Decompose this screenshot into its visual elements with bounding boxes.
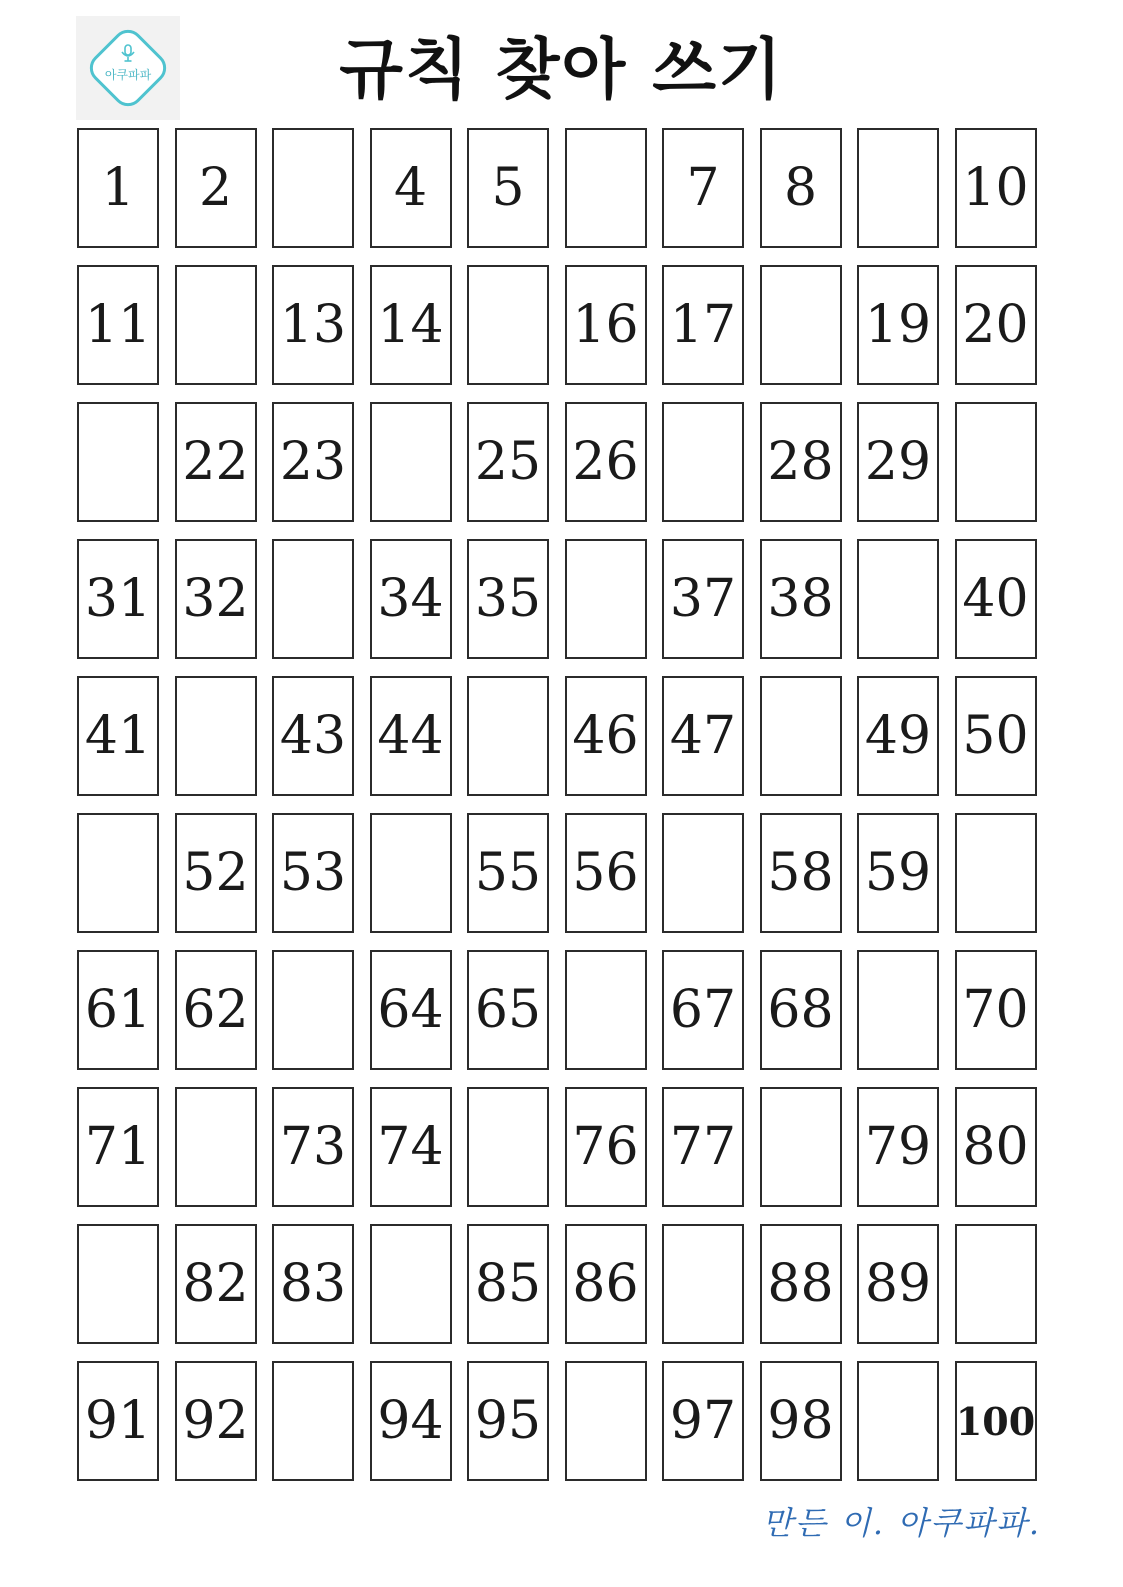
- number-cell: 4: [370, 128, 452, 248]
- blank-answer-cell[interactable]: [857, 1361, 939, 1481]
- number-cell: 40: [955, 539, 1037, 659]
- number-cell: 47: [662, 676, 744, 796]
- blank-answer-cell[interactable]: [955, 402, 1037, 522]
- number-cell: 32: [175, 539, 257, 659]
- number-cell: 62: [175, 950, 257, 1070]
- blank-answer-cell[interactable]: [760, 265, 842, 385]
- blank-answer-cell[interactable]: [370, 402, 452, 522]
- number-cell: 76: [565, 1087, 647, 1207]
- number-cell: 98: [760, 1361, 842, 1481]
- number-cell: 53: [272, 813, 354, 933]
- number-cell: 2: [175, 128, 257, 248]
- number-cell: 59: [857, 813, 939, 933]
- number-cell: 97: [662, 1361, 744, 1481]
- number-cell: 46: [565, 676, 647, 796]
- blank-answer-cell[interactable]: [272, 950, 354, 1070]
- number-cell: 43: [272, 676, 354, 796]
- blank-answer-cell[interactable]: [77, 402, 159, 522]
- number-cell: 80: [955, 1087, 1037, 1207]
- blank-answer-cell[interactable]: [760, 1087, 842, 1207]
- blank-answer-cell[interactable]: [857, 128, 939, 248]
- number-cell: 37: [662, 539, 744, 659]
- blank-answer-cell[interactable]: [662, 402, 744, 522]
- number-cell: 94: [370, 1361, 452, 1481]
- number-cell: 79: [857, 1087, 939, 1207]
- number-cell: 56: [565, 813, 647, 933]
- number-cell: 35: [467, 539, 549, 659]
- number-cell: 44: [370, 676, 452, 796]
- number-cell: 95: [467, 1361, 549, 1481]
- number-cell: 10: [955, 128, 1037, 248]
- number-cell: 65: [467, 950, 549, 1070]
- number-cell: 77: [662, 1087, 744, 1207]
- number-cell: 52: [175, 813, 257, 933]
- number-cell: 19: [857, 265, 939, 385]
- blank-answer-cell[interactable]: [857, 539, 939, 659]
- number-grid: [77, 128, 1036, 1481]
- blank-answer-cell[interactable]: [565, 950, 647, 1070]
- number-cell: 23: [272, 402, 354, 522]
- blank-answer-cell[interactable]: [955, 1224, 1037, 1344]
- blank-answer-cell[interactable]: [662, 813, 744, 933]
- number-cell: 71: [77, 1087, 159, 1207]
- number-cell: 55: [467, 813, 549, 933]
- number-cell: 58: [760, 813, 842, 933]
- number-cell: 85: [467, 1224, 549, 1344]
- blank-answer-cell[interactable]: [565, 128, 647, 248]
- number-cell: 88: [760, 1224, 842, 1344]
- blank-answer-cell[interactable]: [565, 1361, 647, 1481]
- number-cell: 49: [857, 676, 939, 796]
- number-cell: 89: [857, 1224, 939, 1344]
- number-cell: 83: [272, 1224, 354, 1344]
- blank-answer-cell[interactable]: [467, 265, 549, 385]
- number-cell: 74: [370, 1087, 452, 1207]
- number-cell: 1: [77, 128, 159, 248]
- number-cell: 8: [760, 128, 842, 248]
- number-cell: 26: [565, 402, 647, 522]
- number-cell: 11: [77, 265, 159, 385]
- number-cell: 31: [77, 539, 159, 659]
- number-cell: 50: [955, 676, 1037, 796]
- number-cell: 64: [370, 950, 452, 1070]
- blank-answer-cell[interactable]: [77, 813, 159, 933]
- logo-text: 아쿠파파: [104, 68, 152, 82]
- number-cell: 5: [467, 128, 549, 248]
- number-cell: 17: [662, 265, 744, 385]
- number-cell: 22: [175, 402, 257, 522]
- blank-answer-cell[interactable]: [760, 676, 842, 796]
- blank-answer-cell[interactable]: [955, 813, 1037, 933]
- number-cell: 29: [857, 402, 939, 522]
- blank-answer-cell[interactable]: [370, 813, 452, 933]
- blank-answer-cell[interactable]: [662, 1224, 744, 1344]
- blank-answer-cell[interactable]: [467, 676, 549, 796]
- number-cell: 7: [662, 128, 744, 248]
- number-cell: 73: [272, 1087, 354, 1207]
- blank-answer-cell[interactable]: [857, 950, 939, 1070]
- blank-answer-cell[interactable]: [272, 539, 354, 659]
- blank-answer-cell[interactable]: [272, 128, 354, 248]
- number-cell: 91: [77, 1361, 159, 1481]
- number-cell: 67: [662, 950, 744, 1070]
- blank-answer-cell[interactable]: [467, 1087, 549, 1207]
- page-title: 규칙 찾아 쓰기: [339, 31, 784, 108]
- blank-answer-cell[interactable]: [175, 265, 257, 385]
- number-cell: 61: [77, 950, 159, 1070]
- blank-answer-cell[interactable]: [565, 539, 647, 659]
- number-cell: 68: [760, 950, 842, 1070]
- blank-answer-cell[interactable]: [272, 1361, 354, 1481]
- number-cell: 20: [955, 265, 1037, 385]
- number-cell: 34: [370, 539, 452, 659]
- number-cell: 70: [955, 950, 1037, 1070]
- number-cell: 100: [955, 1361, 1037, 1481]
- number-cell: 16: [565, 265, 647, 385]
- blank-answer-cell[interactable]: [77, 1224, 159, 1344]
- number-cell: 86: [565, 1224, 647, 1344]
- number-cell: 13: [272, 265, 354, 385]
- blank-answer-cell[interactable]: [175, 676, 257, 796]
- number-cell: 38: [760, 539, 842, 659]
- blank-answer-cell[interactable]: [370, 1224, 452, 1344]
- number-cell: 92: [175, 1361, 257, 1481]
- blank-answer-cell[interactable]: [175, 1087, 257, 1207]
- number-cell: 25: [467, 402, 549, 522]
- number-cell: 14: [370, 265, 452, 385]
- author-credit: 만든 이. 아쿠파파.: [761, 1504, 1041, 1542]
- number-cell: 41: [77, 676, 159, 796]
- number-cell: 82: [175, 1224, 257, 1344]
- number-cell: 28: [760, 402, 842, 522]
